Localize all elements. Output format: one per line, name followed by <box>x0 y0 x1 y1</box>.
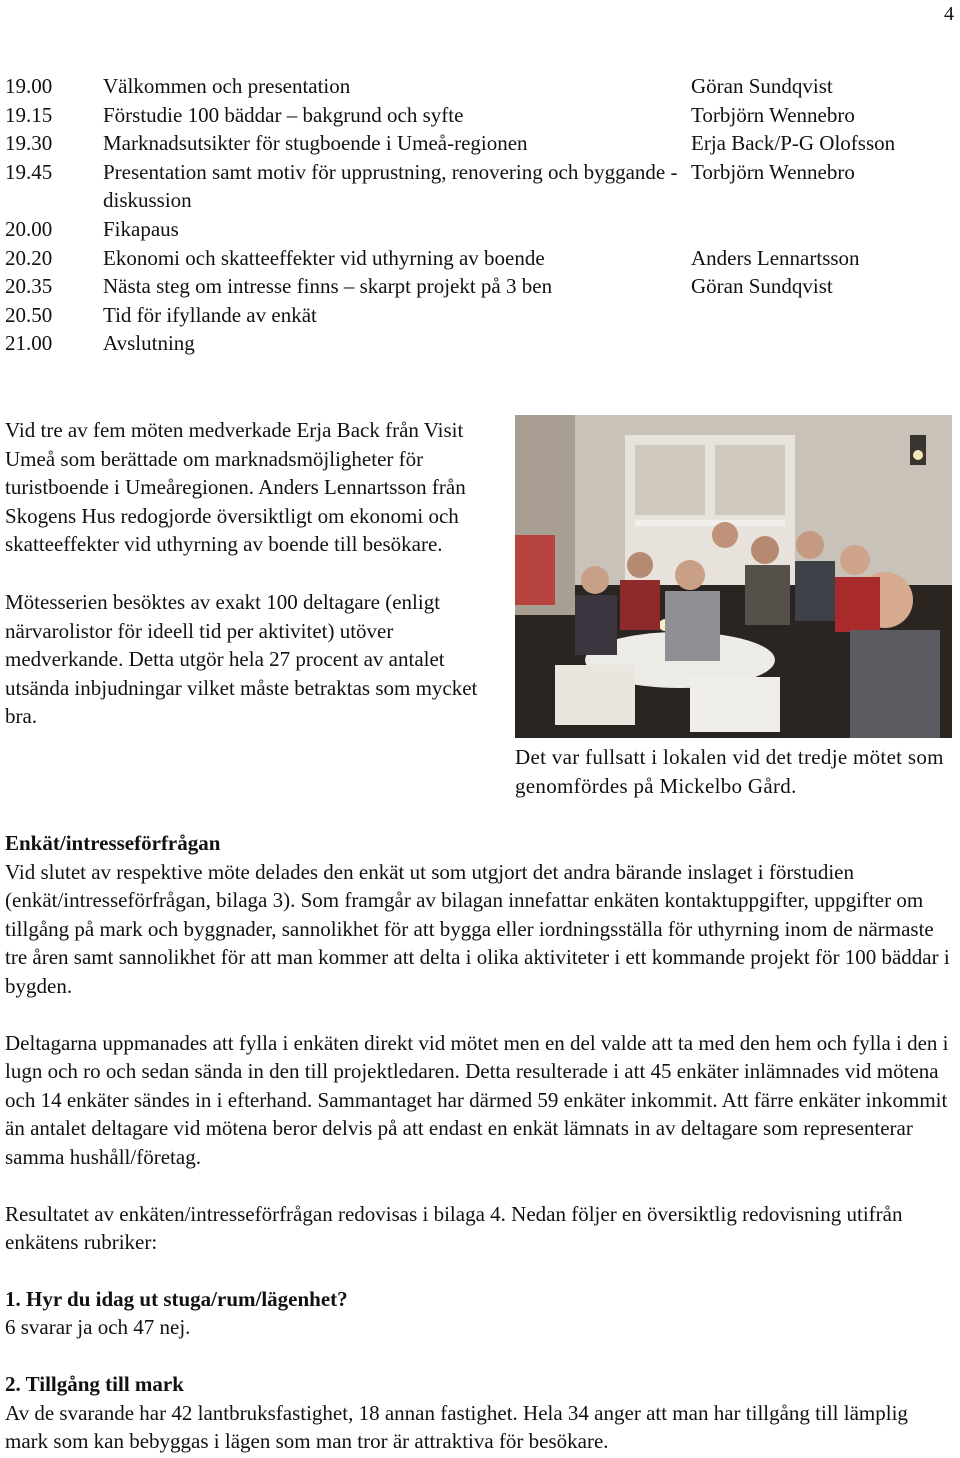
intro-paragraph-speakers: Vid tre av fem möten medverkade Erja Back från Visit Umeå som berättade om marknadsmöjligheter för turistboende i Umeåregionen. Anders Lennartsson från Skogens Hus redogjorde översiktligt om ekonomi och skatteeffekter vid uthyrning av boende till besökare. <box>5 418 466 557</box>
section-heading: Enkät/intresseförfrågan <box>5 831 221 855</box>
survey-section <box>5 829 955 1456</box>
agenda-row <box>5 244 955 273</box>
agenda-row <box>5 158 955 215</box>
meeting-photo <box>515 415 952 738</box>
agenda-topic: Förstudie 100 bäddar – bakgrund och syfte <box>103 102 464 127</box>
agenda-time: 20.20 <box>5 245 53 270</box>
agenda-topic: Marknadsutsikter för stugboende i Umeå-regionen <box>103 131 528 156</box>
agenda-row <box>5 215 955 244</box>
agenda-row <box>5 301 955 330</box>
agenda-speaker: Göran Sundqvist <box>691 274 833 299</box>
agenda-speaker: Anders Lennartsson <box>691 245 860 270</box>
survey-paragraph-intro: Vid slutet av respektive möte delades den enkät ut som utgjort det andra bärande inslaget i förstudien (enkät/intresseförfrågan, bilaga 3). Som framgår av bilagan innefattar enkäten kontaktuppgifter, uppgifter om tillgång på mark och byggnader, sannolikhet för att bygga eller iordningsställa för uthyrning inom de närmaste tre åren samt sannolikhet för att man kommer att delta i olika aktiviteter i ett kommande projekt för 100 bäddar i bygden. <box>5 859 950 998</box>
survey-paragraph-returns: Deltagarna uppmanades att fylla i enkäten direkt vid mötet men en del valde att ta med den hem och fylla i den i lugn och ro och sedan sända in den till projektledaren. Detta resulterade i att 45 enkäter inlämnades vid mötena och 14 enkäter sändes in i efterhand. Sammantaget har därmed 59 enkäter inkommit. Att färre enkäter inkommit än antalet deltagare vid mötena beror delvis på att endast en enkät lämnats in av deltagare som representerar samma hushåll/företag. <box>5 1030 949 1169</box>
survey-paragraph-results: Resultatet av enkäten/intresseförfrågan redovisas i bilaga 4. Nedan följer en översiktlig redovisning utifrån enkätens rubriker: <box>5 1201 903 1255</box>
agenda-topic: Välkommen och presentation <box>103 74 351 98</box>
agenda-speaker: Erja Back/P-G Olofsson <box>691 131 896 156</box>
agenda-time: 21.00 <box>5 331 53 356</box>
agenda-speaker: Torbjörn Wennebro <box>691 102 855 127</box>
question-1-heading: 1. Hyr du idag ut stuga/rum/lägenhet? <box>5 1286 348 1311</box>
agenda-topic: Ekonomi och skatteeffekter vid uthyrning av boende <box>103 245 545 270</box>
agenda-speaker: Göran Sundqvist <box>691 74 833 98</box>
photo-caption: Det var fullsatt i lokalen vid det tredje mötet som genomfördes på Mickelbo Gård. <box>515 745 944 798</box>
agenda-row <box>5 272 955 301</box>
question-1-answer: 6 svarar ja och 47 nej. <box>5 1315 191 1340</box>
agenda-speaker: Torbjörn Wennebro <box>691 159 855 184</box>
question-2-heading: 2. Tillgång till mark <box>5 1371 184 1396</box>
question-2-answer: Av de svarande har 42 lantbruksfastighet, 18 annan fastighet. Hela 34 anger att man har tillgång till lämplig mark som kan bebyggas i lägen som man tror är attraktiva för besökare. <box>5 1400 908 1454</box>
page-number: 4 <box>944 3 954 25</box>
agenda-row <box>5 72 955 101</box>
agenda-row <box>5 329 955 358</box>
agenda-topic: Tid för ifyllande av enkät <box>103 302 317 327</box>
agenda-time: 19.00 <box>5 74 53 98</box>
agenda-row <box>5 101 955 130</box>
intro-paragraph-attendance: Mötesserien besöktes av exakt 100 deltagare (enligt närvarolistor för ideell tid per aktivitet) utöver medverkande. Detta utgör hela 27 procent av antalet utsända inbjudningar vilket måste betraktas som mycket bra. <box>5 589 478 729</box>
agenda-topic: Avslutning <box>103 331 195 356</box>
agenda-topic: Fikapaus <box>103 216 179 241</box>
agenda-time: 20.50 <box>5 302 53 327</box>
agenda-row <box>5 129 955 158</box>
agenda-table <box>5 72 955 358</box>
agenda-topic: Nästa steg om intresse finns – skarpt projekt på 3 ben <box>103 274 553 299</box>
agenda-time: 19.15 <box>5 102 53 127</box>
agenda-time: 19.45 <box>5 159 53 184</box>
intro-text <box>5 416 497 731</box>
agenda-time: 20.00 <box>5 216 53 241</box>
agenda-time: 19.30 <box>5 131 53 156</box>
agenda-time: 20.35 <box>5 274 53 299</box>
agenda-topic: Presentation samt motiv för upprustning, renovering och byggande - diskussion <box>103 159 678 213</box>
